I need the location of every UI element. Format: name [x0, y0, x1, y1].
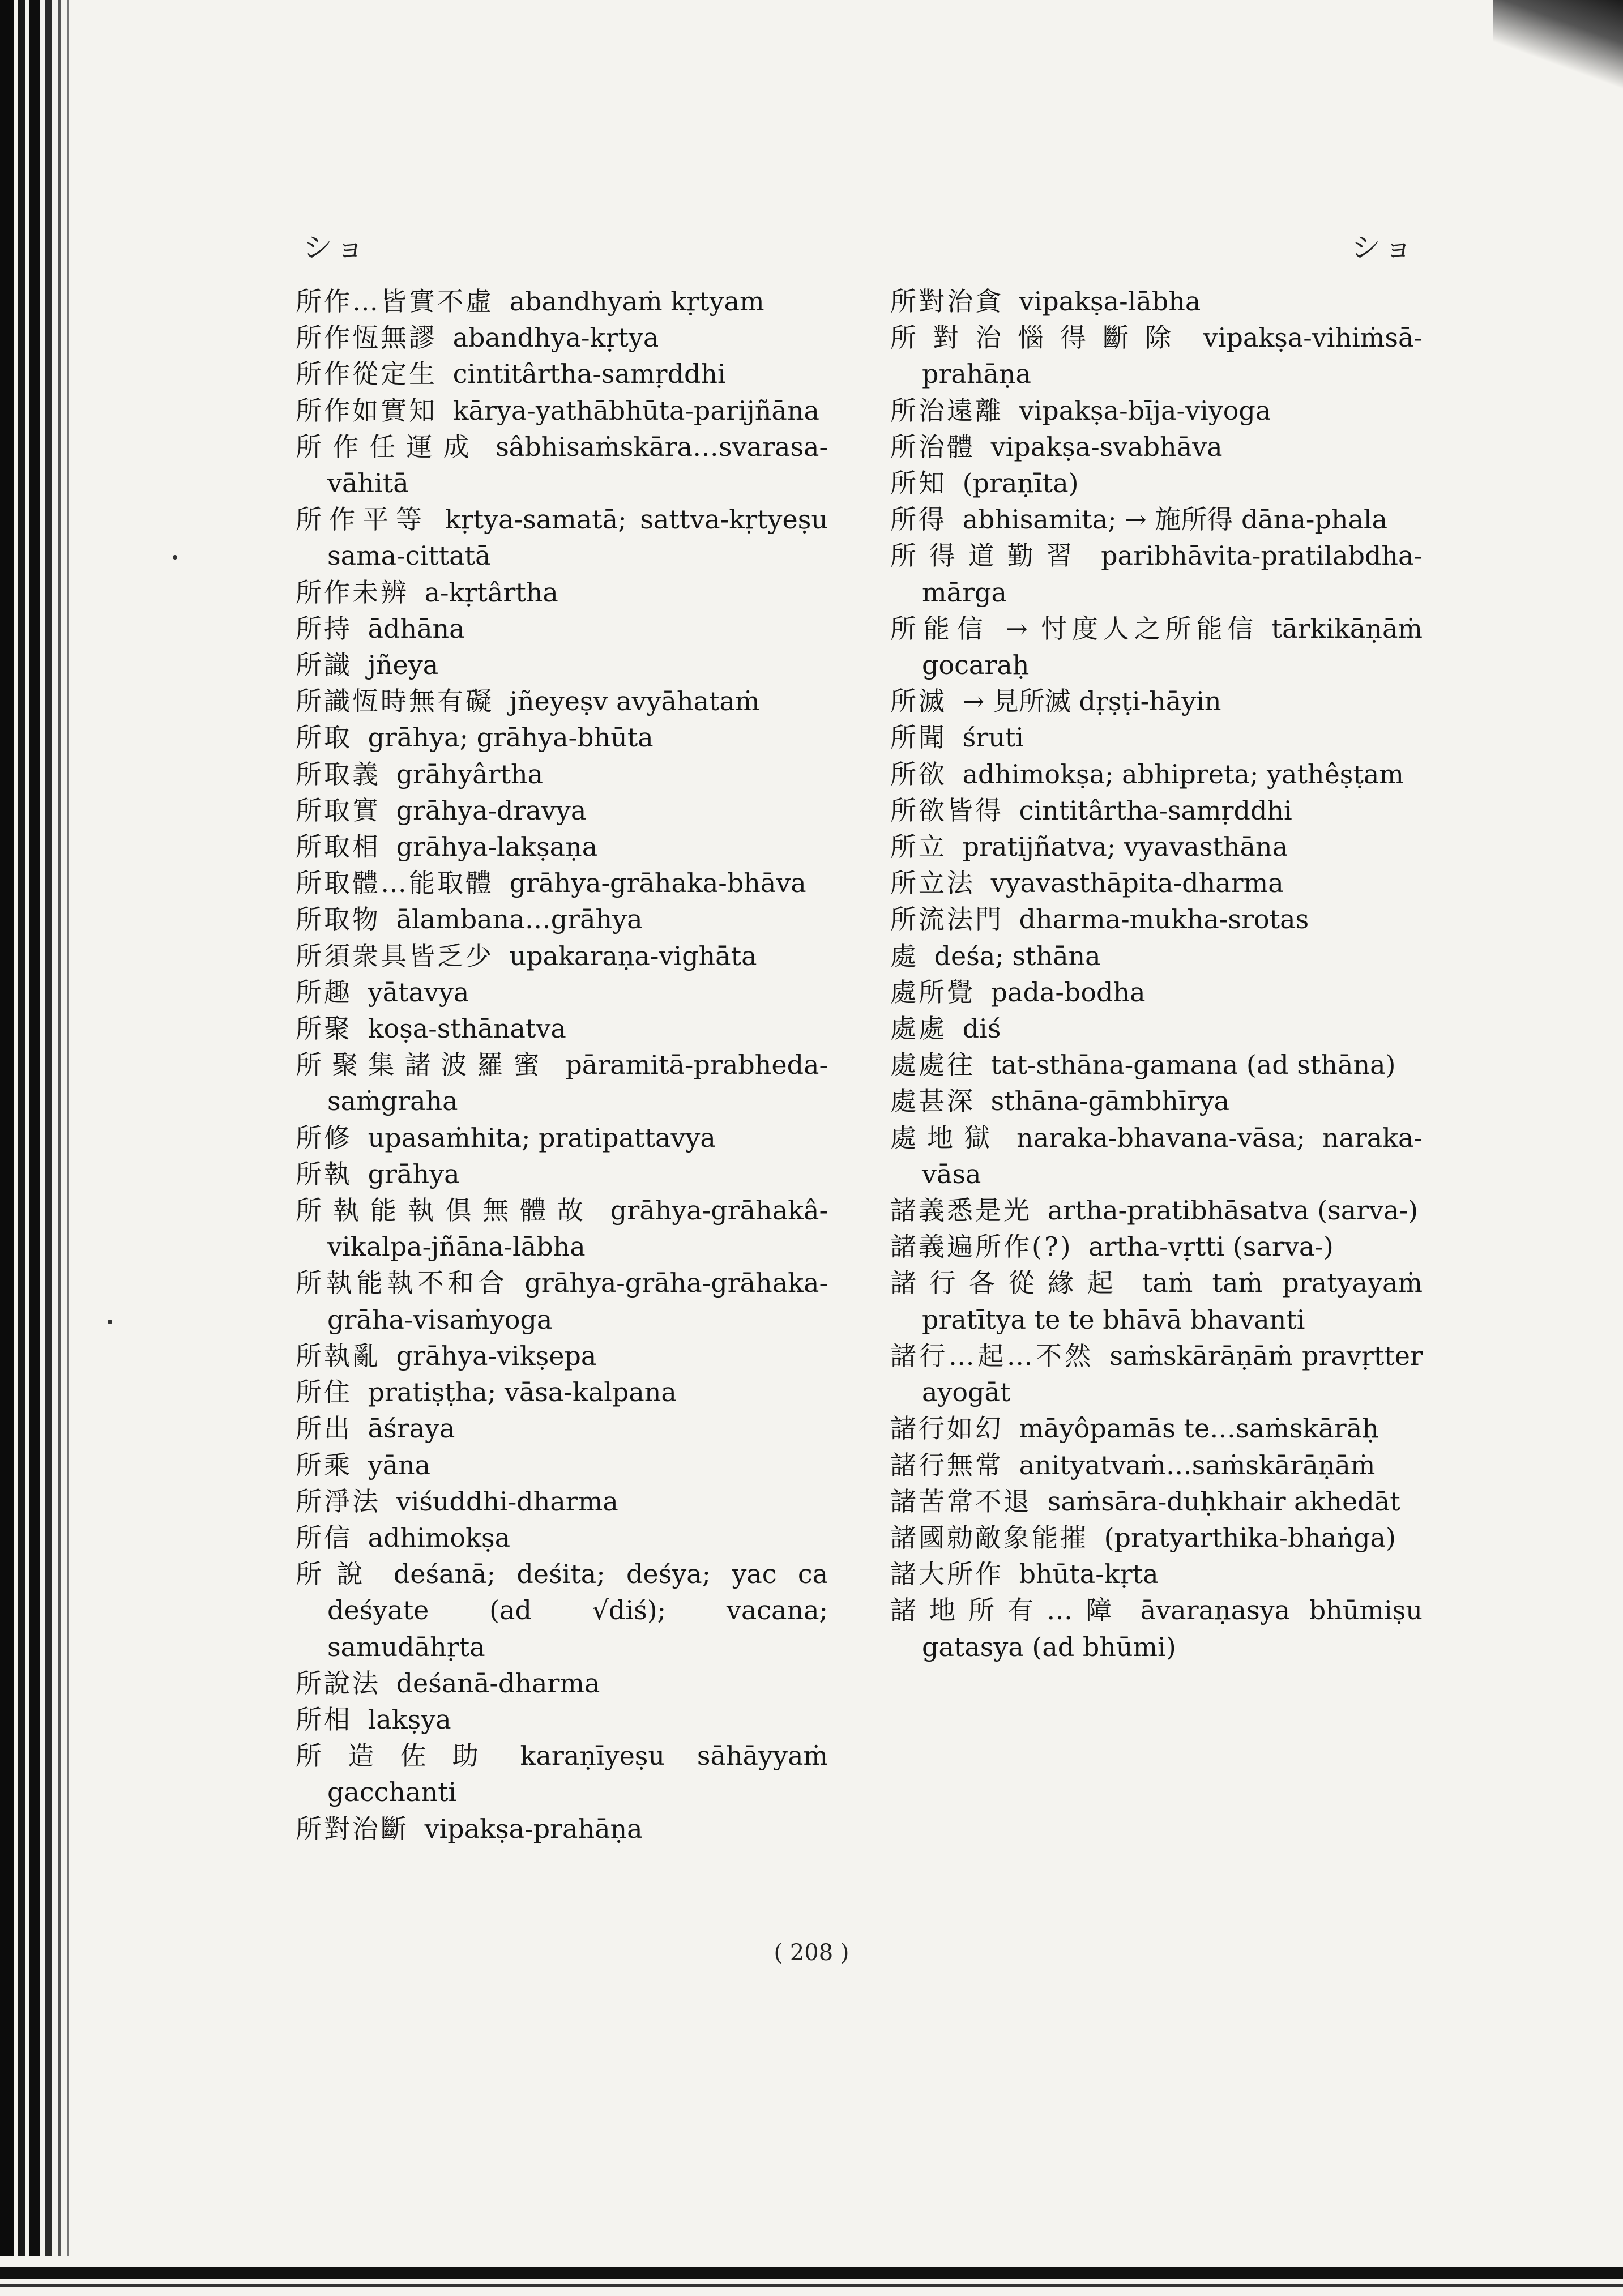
entry-term: 諸義遍所作(?): [890, 1231, 1073, 1262]
entry-sanskrit: pada-bodha: [990, 976, 1146, 1008]
right-column: [890, 283, 1423, 1665]
entry-sanskrit: cintitârtha-samṛddhi: [452, 359, 726, 390]
entry-term: 所執能執不和合: [296, 1268, 509, 1299]
entry-term: 所得: [890, 504, 947, 535]
entry-sanskrit: vipakṣa-vihiṁsā-prahāṇa: [922, 322, 1423, 390]
entry-term: 所趣: [296, 976, 352, 1008]
scan-speck: [108, 1320, 112, 1324]
entry-sanskrit: lakṣya: [368, 1704, 451, 1735]
dictionary-entry: [296, 1520, 828, 1556]
entry-term: 所立: [890, 831, 947, 863]
entry-sanskrit: grāhya-dravya: [396, 795, 587, 826]
entry-sanskrit: grāhyârtha: [396, 758, 544, 789]
dictionary-entry: [296, 574, 828, 611]
entry-sanskrit: anityatvaṁ…saṁskārāṇāṁ: [1019, 1449, 1376, 1480]
entry-term: 諸苦常不退: [890, 1486, 1032, 1517]
dictionary-entry: [890, 501, 1423, 537]
entry-term: 所淨法: [296, 1486, 381, 1517]
page-number: ( 208 ): [774, 1940, 849, 1966]
entry-term: 所治遠離: [890, 395, 1003, 426]
dictionary-entry: [890, 1447, 1423, 1483]
entry-sanskrit: paribhāvita-pratilabdha-mārga: [922, 540, 1423, 608]
entry-sanskrit: grāhya-grāha-grāhaka-grāha-visaṁyoga: [327, 1268, 828, 1335]
entry-sanskrit: jñeya: [368, 650, 439, 681]
entry-term: 所知: [890, 468, 947, 499]
entry-term: 所作任運成: [296, 431, 480, 462]
entry-sanskrit: vipakṣa-prahāṇa: [424, 1813, 643, 1844]
dictionary-entry: [890, 1520, 1423, 1556]
dictionary-entry: [890, 1556, 1423, 1592]
entry-term: 所須衆具皆乏少: [296, 940, 494, 971]
dictionary-entry: [890, 1592, 1423, 1665]
dictionary-entry: [890, 792, 1423, 829]
entry-term: 所修: [296, 1122, 352, 1153]
entry-sanskrit: a-kṛtârtha: [424, 577, 558, 608]
entry-term: 所得道勤習: [890, 540, 1086, 571]
entry-term: 所聚: [296, 1013, 352, 1044]
entry-term: 所識恆時無有礙: [296, 686, 494, 717]
dictionary-entry: [296, 1156, 828, 1192]
entry-term: 諸大所作: [890, 1559, 1003, 1590]
entry-term: 處處往: [890, 1049, 975, 1081]
entry-term: 所作…皆實不虛: [296, 286, 494, 317]
dictionary-entry: [296, 611, 828, 647]
entry-term: 諸行無常: [890, 1449, 1003, 1480]
entry-term: 所作未辨: [296, 577, 409, 608]
entry-term: 所作恆無謬: [296, 322, 437, 353]
entry-sanskrit: grāhya-grāhaka-bhāva: [509, 868, 806, 899]
entry-term: 所作平等: [296, 504, 430, 535]
dictionary-entry: [296, 1701, 828, 1738]
entry-sanskrit: → 見所滅 dṛṣṭi-hāyin: [962, 686, 1221, 717]
entry-term: 所治體: [890, 431, 975, 462]
dictionary-entry: [296, 283, 828, 319]
entry-sanskrit: āvaraṇasya bhūmiṣu gatasya (ad bhūmi): [922, 1595, 1423, 1662]
entry-sanskrit: tat-sthāna-gamana (ad sthāna): [990, 1049, 1396, 1081]
entry-term: 所取體…能取體: [296, 868, 494, 899]
dictionary-entry: [890, 829, 1423, 865]
entry-term: 所立法: [890, 868, 975, 899]
entry-sanskrit: vipakṣa-bīja-viyoga: [1019, 395, 1271, 426]
dictionary-entry: [296, 1374, 828, 1410]
dictionary-entry: [890, 1083, 1423, 1119]
dictionary-entry: [296, 1447, 828, 1483]
entry-term: 處所覺: [890, 976, 975, 1008]
entry-term: 所欲: [890, 758, 947, 789]
dictionary-entry: [296, 1192, 828, 1265]
entry-term: 諸國勍敵象能摧: [890, 1522, 1088, 1553]
dictionary-entry: [890, 429, 1423, 465]
entry-sanskrit: māyôpamās te…saṁskārāḥ: [1019, 1413, 1379, 1444]
dictionary-entry: [296, 1010, 828, 1047]
entry-sanskrit: yātavya: [368, 976, 469, 1008]
dictionary-entry: [890, 1338, 1423, 1410]
entry-term: 所能信: [890, 613, 990, 644]
dictionary-entry: [890, 537, 1423, 610]
dictionary-entry: [890, 683, 1423, 719]
dictionary-entry: [890, 1228, 1423, 1265]
dictionary-entry: [890, 611, 1423, 683]
entry-term: 所聞: [890, 722, 947, 753]
dictionary-entry: [296, 901, 828, 937]
dictionary-entry: [890, 901, 1423, 937]
entry-term: 所造佐助: [296, 1740, 505, 1772]
entry-sanskrit: adhimokṣa; abhipreta; yathêṣṭam: [962, 758, 1404, 789]
entry-term: 所取物: [296, 904, 381, 935]
dictionary-entry: [296, 792, 828, 829]
entry-term: 所信: [296, 1522, 352, 1553]
dictionary-entry: [296, 1665, 828, 1701]
dictionary-entry: [890, 1010, 1423, 1047]
entry-sanskrit: vyavasthāpita-dharma: [990, 868, 1284, 899]
entry-term: 所作從定生: [296, 359, 437, 390]
dictionary-entry: [890, 283, 1423, 319]
dictionary-entry: [890, 319, 1423, 392]
entry-sanskrit: vipakṣa-svabhāva: [990, 431, 1223, 462]
dictionary-entry: [890, 1192, 1423, 1228]
dictionary-entry: [890, 865, 1423, 901]
dictionary-entry: [296, 1047, 828, 1119]
entry-term: 所執亂: [296, 1340, 381, 1371]
dictionary-entry: [296, 1265, 828, 1337]
dictionary-entry: [296, 719, 828, 756]
entry-sanskrit: saṁsāra-duḥkhair akhedāt: [1047, 1486, 1400, 1517]
dictionary-entry: [296, 1738, 828, 1810]
dictionary-entry: [296, 1811, 828, 1847]
entry-sanskrit: artha-pratibhāsatva (sarva-): [1047, 1195, 1419, 1226]
entry-sanskrit: dharma-mukha-srotas: [1019, 904, 1309, 935]
entry-sanskrit: deśanā; deśita; deśya; yac ca deśyate (ad √diś); vacana; samudāhṛta: [327, 1559, 828, 1662]
entry-sanskrit: abhisamita; → 施所得 dāna-phala: [962, 504, 1388, 535]
entry-term: 所對治貪: [890, 286, 1003, 317]
entry-term: 處地獄: [890, 1122, 1001, 1153]
dictionary-entry: [296, 1120, 828, 1156]
entry-term: 所聚集諸波羅蜜: [296, 1049, 550, 1081]
entry-term: 所執: [296, 1158, 352, 1189]
entry-sanskrit: kārya-yathābhūta-parijñāna: [452, 395, 819, 426]
entry-term: 所乘: [296, 1449, 352, 1480]
scan-speck: [173, 555, 177, 560]
entry-sanskrit: artha-vṛtti (sarva-): [1088, 1231, 1334, 1262]
dictionary-entry: [890, 974, 1423, 1010]
entry-sanskrit: pratiṣṭha; vāsa-kalpana: [368, 1377, 677, 1408]
entry-sanskrit: upakaraṇa-vighāta: [509, 940, 757, 971]
entry-term: 諸地所有…障: [890, 1595, 1125, 1626]
dictionary-entry: [296, 429, 828, 501]
entry-term: 所取義: [296, 758, 381, 789]
dictionary-entry: [890, 938, 1423, 974]
entry-term: 所欲皆得: [890, 795, 1003, 826]
bottom-edge-shadow: [0, 2256, 1623, 2296]
entry-sanskrit: deśa; sthāna: [934, 940, 1101, 971]
entry-sanskrit: (pratyarthika-bhaṅga): [1104, 1522, 1396, 1553]
dictionary-entry: [296, 1556, 828, 1665]
entry-sanskrit: vipakṣa-lābha: [1019, 286, 1201, 317]
entry-term: 所取實: [296, 795, 381, 826]
running-head-left: ショ: [303, 231, 368, 265]
dictionary-entry: [296, 356, 828, 392]
dictionary-entry: [296, 865, 828, 901]
dictionary-entry: [890, 465, 1423, 501]
entry-term: 處甚深: [890, 1086, 975, 1117]
entry-sanskrit: saṁskārāṇāṁ pravṛtter ayogāt: [922, 1340, 1423, 1408]
left-column: [296, 283, 828, 1847]
corner-shadow: [1493, 0, 1623, 96]
dictionary-entry: [296, 501, 828, 574]
entry-term: 諸義悉是光: [890, 1195, 1032, 1226]
dictionary-entry: [890, 392, 1423, 429]
entry-sanskrit: naraka-bhavana-vāsa; naraka-vāsa: [922, 1122, 1423, 1189]
entry-term: 處處: [890, 1013, 947, 1044]
entry-sanskrit: upasaṁhita; pratipattavya: [368, 1122, 716, 1153]
entry-term: 所取相: [296, 831, 381, 863]
entry-term: 所取: [296, 722, 352, 753]
entry-sanskrit: kṛtya-samatā; sattva-kṛtyeṣu sama-cittatā: [327, 504, 828, 571]
entry-term: 所持: [296, 613, 352, 644]
entry-sanskrit: yāna: [368, 1449, 431, 1480]
entry-sanskrit: sâbhisaṁskāra…svarasa-vāhitā: [327, 431, 828, 499]
entry-term: 所說: [296, 1559, 378, 1590]
entry-term: 諸行…起…不然: [890, 1340, 1094, 1371]
entry-term: 所識: [296, 650, 352, 681]
dictionary-entry: [890, 1483, 1423, 1520]
entry-sanskrit: cintitârtha-samṛddhi: [1019, 795, 1292, 826]
entry-sanskrit: abandhya-kṛtya: [452, 322, 659, 353]
entry-term: 所出: [296, 1413, 352, 1444]
dictionary-entry: [296, 319, 828, 356]
entry-sanskrit: ālambana…grāhya: [396, 904, 643, 935]
entry-sanskrit: karaṇīyeṣu sāhāyyaṁ gacchanti: [327, 1740, 828, 1808]
entry-sanskrit: pratijñatva; vyavasthāna: [962, 831, 1288, 863]
dictionary-entry: [296, 1338, 828, 1374]
dictionary-entry: [296, 1483, 828, 1520]
dictionary-entry: [296, 829, 828, 865]
dictionary-entry: [890, 1265, 1423, 1337]
entry-term: 諸行各從緣起: [890, 1268, 1127, 1299]
dictionary-entry: [890, 1047, 1423, 1083]
entry-sanskrit: (praṇīta): [962, 468, 1079, 499]
running-head-right: ショ: [1351, 231, 1416, 265]
entry-sanskrit: sthāna-gāmbhīrya: [990, 1086, 1230, 1117]
entry-sanskrit: jñeyeṣv avyāhataṁ: [509, 686, 760, 717]
entry-term: 所執能執倶無體故: [296, 1195, 595, 1226]
entry-sanskrit: deśanā-dharma: [396, 1667, 600, 1698]
dictionary-entry: [296, 683, 828, 719]
entry-sanskrit: diś: [962, 1013, 1001, 1044]
entry-sanskrit: viśuddhi-dharma: [396, 1486, 618, 1517]
entry-sanskrit: bhūta-kṛta: [1019, 1559, 1159, 1590]
dictionary-entry: [296, 392, 828, 429]
entry-term: 所相: [296, 1704, 352, 1735]
entry-sanskrit: ādhāna: [368, 613, 465, 644]
dictionary-entry: [296, 1410, 828, 1446]
entry-sanskrit: → 忖度人之所能信 tārkikāṇāṁ gocaraḥ: [922, 613, 1423, 681]
entry-sanskrit: koṣa-sthānatva: [368, 1013, 566, 1044]
entry-term: 處: [890, 940, 919, 971]
dictionary-entry: [296, 756, 828, 792]
entry-sanskrit: grāhya: [368, 1158, 460, 1189]
dictionary-entry: [890, 756, 1423, 792]
dictionary-entry: [890, 1410, 1423, 1446]
dictionary-entry: [890, 1120, 1423, 1192]
dictionary-entry: [296, 938, 828, 974]
dictionary-entry: [296, 974, 828, 1010]
entry-term: 所作如實知: [296, 395, 437, 426]
entry-sanskrit: grāhya-vikṣepa: [396, 1340, 597, 1371]
entry-sanskrit: āśraya: [368, 1413, 455, 1444]
entry-sanskrit: abandhyaṁ kṛtyam: [509, 286, 764, 317]
entry-term: 所對治惱得斷除: [890, 322, 1188, 353]
entry-term: 諸行如幻: [890, 1413, 1003, 1444]
entry-sanskrit: grāhya-grāhakâ-vikalpa-jñāna-lābha: [327, 1195, 828, 1262]
entry-term: 所滅: [890, 686, 947, 717]
entry-term: 所說法: [296, 1667, 381, 1698]
entry-term: 所對治斷: [296, 1813, 409, 1844]
entry-sanskrit: pāramitā-prabheda-saṁgraha: [327, 1049, 828, 1117]
entry-sanskrit: śruti: [962, 722, 1024, 753]
entry-term: 所住: [296, 1377, 352, 1408]
entry-sanskrit: grāhya-lakṣaṇa: [396, 831, 598, 863]
dictionary-entry: [296, 647, 828, 683]
entry-term: 所流法門: [890, 904, 1003, 935]
dictionary-entry: [890, 719, 1423, 756]
entry-sanskrit: taṁ taṁ pratyayaṁ pratītya te te bhāvā bhavanti: [922, 1268, 1423, 1335]
entry-sanskrit: grāhya; grāhya-bhūta: [368, 722, 654, 753]
entry-sanskrit: adhimokṣa: [368, 1522, 511, 1553]
